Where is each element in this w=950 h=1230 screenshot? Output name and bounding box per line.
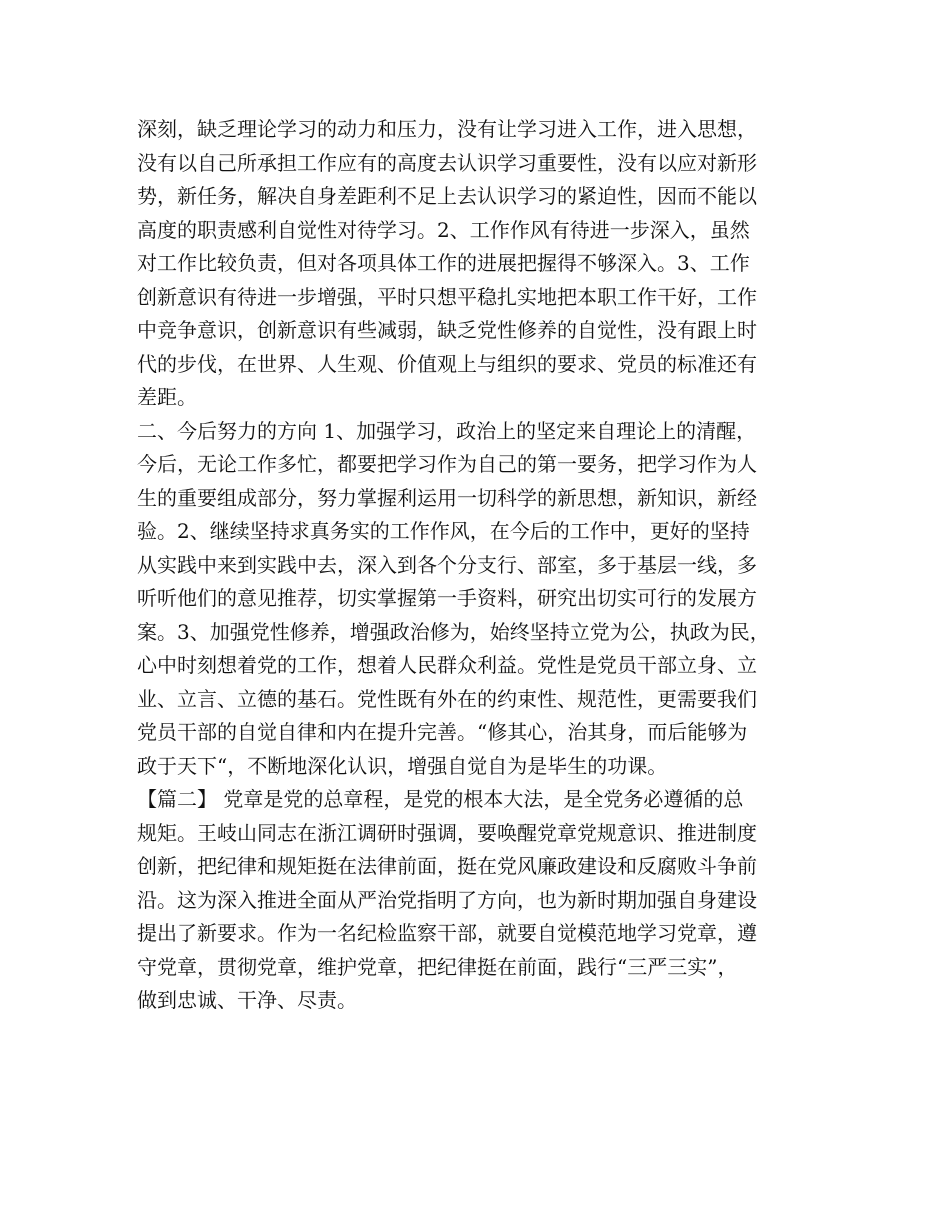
text-line: 心中时刻想着党的工作，想着人民群众利益。党性是党员干部立身、立	[137, 653, 757, 677]
text-line: 今后，无论工作多忙，都要把学习作为自己的第一要务，把学习作为人	[137, 452, 757, 476]
text-line: 规矩。王岐山同志在浙江调研时强调，要唤醒党章党规意识、推进制度	[137, 820, 757, 845]
section-heading-line: 【篇二】 党章是党的总章程，是党的根本大法，是全党务必遵循的总	[137, 787, 744, 811]
text-line: 中竞争意识，创新意识有些减弱，缺乏党性修养的自觉性，没有跟上时	[137, 318, 757, 342]
text-line: 提出了新要求。作为一名纪检监察干部，就要自觉模范地学习党章，遵	[137, 921, 757, 945]
text-line: 守党章，贯彻党章，维护党章，把纪律挺在前面，践行“三严三实”，	[137, 954, 738, 979]
text-line: 没有以自己所承担工作应有的高度去认识学习重要性，没有以应对新形	[137, 150, 757, 175]
text-line: 生的重要组成部分，努力掌握利运用一切科学的新思想，新知识，新经	[137, 485, 757, 510]
text-line: 政于天下“，不断地深化认识，增强自觉自为是毕生的功课。	[137, 753, 668, 778]
text-line: 差距。	[137, 385, 197, 409]
text-line: 业、立言、立德的基石。党性既有外在的约束性、规范性，更需要我们	[137, 686, 757, 711]
text-line: 沿。这为深入推进全面从严治党指明了方向，也为新时期加强自身建设	[137, 887, 757, 912]
text-line: 代的步伐，在世界、人生观、价值观上与组织的要求、党员的标准还有	[137, 351, 757, 376]
text-line: 党员干部的自觉自律和内在提升完善。“修其心，治其身，而后能够为	[137, 720, 748, 744]
text-line: 验。2、继续坚持求真务实的工作作风，在今后的工作中，更好的坚持	[137, 519, 750, 543]
text-line: 案。3、加强党性修养，增强政治修为，始终坚持立党为公，执政为民，	[137, 619, 770, 644]
text-line: 势，新任务，解决自身差距利不足上去认识学习的紧迫性，因而不能以	[137, 184, 757, 208]
section-heading-line: 二、今后努力的方向 1、加强学习，政治上的坚定来自理论上的清醒，	[137, 418, 757, 443]
text-line: 深刻，缺乏理论学习的动力和压力，没有让学习进入工作，进入思想，	[137, 117, 757, 141]
text-line: 对工作比较负责，但对各项具体工作的进展把握得不够深入。3、工作	[137, 251, 750, 275]
text-line: 创新，把纪律和规矩挺在法律前面，挺在党风廉政建设和反腐败斗争前	[137, 854, 757, 878]
text-line: 创新意识有待进一步增强，平时只想平稳扎实地把本职工作干好，工作	[137, 284, 757, 309]
text-line: 高度的职责感利自觉性对待学习。2、工作作风有待进一步深入，虽然	[137, 217, 750, 242]
document-body	[137, 113, 837, 1018]
text-line: 听听他们的意见推荐，切实掌握第一手资料，研究出切实可行的发展方	[137, 586, 757, 610]
text-line: 做到忠诚、干净、尽责。	[137, 988, 357, 1012]
text-line: 从实践中来到实践中去，深入到各个分支行、部室，多于基层一线，多	[137, 552, 757, 577]
